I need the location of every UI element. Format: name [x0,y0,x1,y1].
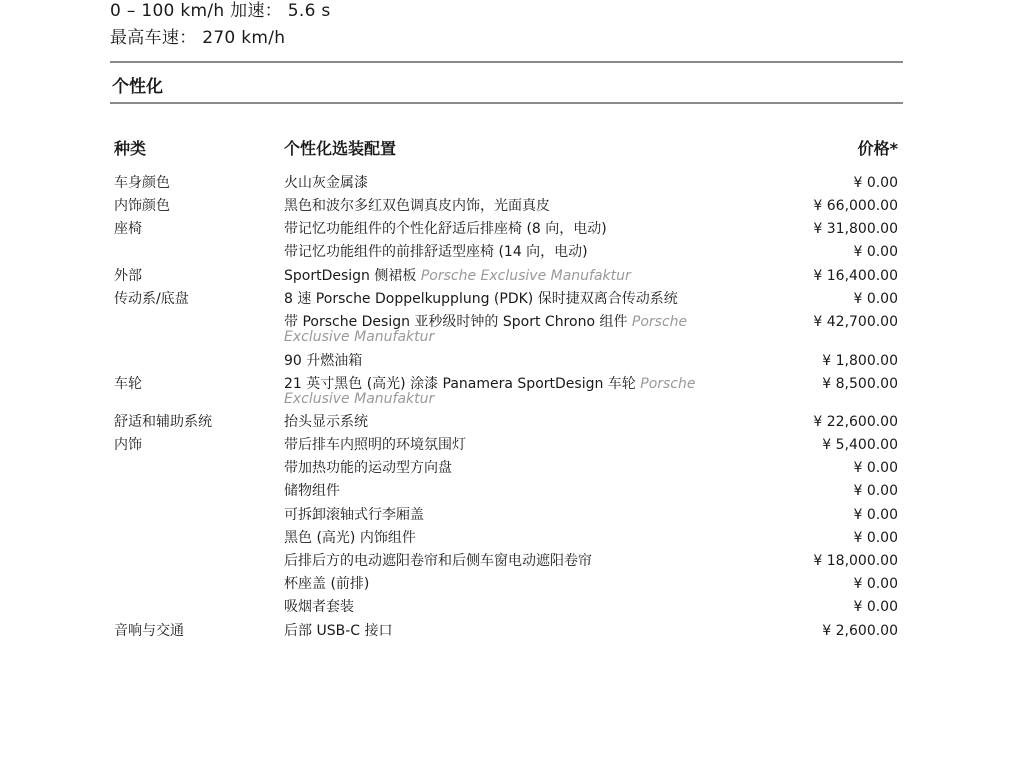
row-price: ¥ 1,800.00 [822,353,898,369]
row-option [284,531,734,546]
row-option [284,461,734,476]
row-option-label: SportDesign 侧裙板 [284,268,421,284]
row-option [284,199,734,214]
row-category: 传动系/底盘 [114,291,189,307]
row-option-brand-note: Porsche Exclusive Manufaktur [420,268,631,284]
row-option-label: 后排后方的电动遮阳卷帘和后侧车窗电动遮阳卷帘 [284,553,592,569]
row-option-label: 带 Porsche Design 亚秒级时钟的 Sport Chrono 组件 [284,314,632,330]
row-option [284,484,734,499]
row-option-label: 火山灰金属漆 [284,175,368,191]
row-price: ¥ 0.00 [853,291,898,307]
row-option [284,438,734,453]
row-option [284,554,734,569]
row-option-label: 90 升燃油箱 [284,353,363,369]
row-option [284,354,734,369]
row-option [284,415,734,430]
row-category: 内饰颜色 [114,198,170,214]
row-price: ¥ 2,600.00 [822,623,898,639]
top-speed-spec: 最高车速： 270 km/h [110,28,286,48]
row-option [284,577,734,592]
row-price: ¥ 0.00 [853,175,898,191]
row-option-label: 杯座盖 (前排) [284,576,370,592]
row-option-brand-note: Porsche Exclusive Manufaktur [284,376,696,407]
column-header-category: 种类 [114,139,147,158]
row-option-label: 8 速 Porsche Doppelkupplung (PDK) 保时捷双离合传动系统 [284,291,678,307]
row-category: 车轮 [114,376,142,392]
row-price: ¥ 0.00 [853,460,898,476]
row-price: ¥ 18,000.00 [813,553,898,569]
row-option-label: 抬头显示系统 [284,414,368,430]
row-option-label: 带记忆功能组件的前排舒适型座椅 (14 向，电动) [284,244,588,260]
section-title: 个性化 [112,77,163,97]
row-price: ¥ 0.00 [853,576,898,592]
row-option [284,624,734,639]
row-price: ¥ 5,400.00 [822,437,898,453]
row-option-label: 带记忆功能组件的个性化舒适后排座椅 (8 向，电动) [284,221,607,237]
row-category: 音响与交通 [114,623,184,639]
row-option [284,508,734,523]
row-price: ¥ 31,800.00 [813,221,898,237]
row-option-brand-note: Porsche Exclusive Manufaktur [284,314,688,345]
row-option-label: 黑色 (高光) 内饰组件 [284,530,416,546]
row-price: ¥ 0.00 [853,483,898,499]
row-option-label: 可拆卸滚轴式行李厢盖 [284,507,424,523]
section-divider-bottom [110,102,903,104]
row-option [284,176,734,191]
row-price: ¥ 22,600.00 [813,414,898,430]
row-category: 车身颜色 [114,175,170,191]
column-header-option: 个性化选装配置 [284,139,397,158]
row-option [284,315,734,345]
row-option-label: 带后排车内照明的环境氛围灯 [284,437,466,453]
row-category: 舒适和辅助系统 [114,414,212,430]
row-option-label: 后部 USB-C 接口 [284,623,393,639]
row-price: ¥ 0.00 [853,530,898,546]
row-option [284,222,734,237]
row-category: 座椅 [114,221,142,237]
row-category: 内饰 [114,437,142,453]
row-option [284,377,734,407]
row-option-label: 黑色和波尔多红双色调真皮内饰，光面真皮 [284,198,550,214]
row-price: ¥ 0.00 [853,507,898,523]
row-price: ¥ 42,700.00 [813,314,898,330]
row-price: ¥ 0.00 [853,599,898,615]
row-price: ¥ 16,400.00 [813,268,898,284]
column-header-price: 价格* [857,139,898,158]
row-option-label: 带加热功能的运动型方向盘 [284,460,452,476]
row-price: ¥ 0.00 [853,244,898,260]
row-option [284,292,734,307]
row-option [284,245,734,260]
row-option-label: 吸烟者套装 [284,599,354,615]
acceleration-spec: 0 – 100 km/h 加速： 5.6 s [110,1,331,21]
row-price: ¥ 8,500.00 [822,376,898,392]
row-option-label: 21 英寸黑色 (高光) 涂漆 Panamera SportDesign 车轮 [284,376,641,392]
row-option-label: 储物组件 [284,483,340,499]
section-divider-top [110,61,903,63]
row-price: ¥ 66,000.00 [813,198,898,214]
row-category: 外部 [114,268,142,284]
row-option [284,600,734,615]
row-option [284,269,734,284]
